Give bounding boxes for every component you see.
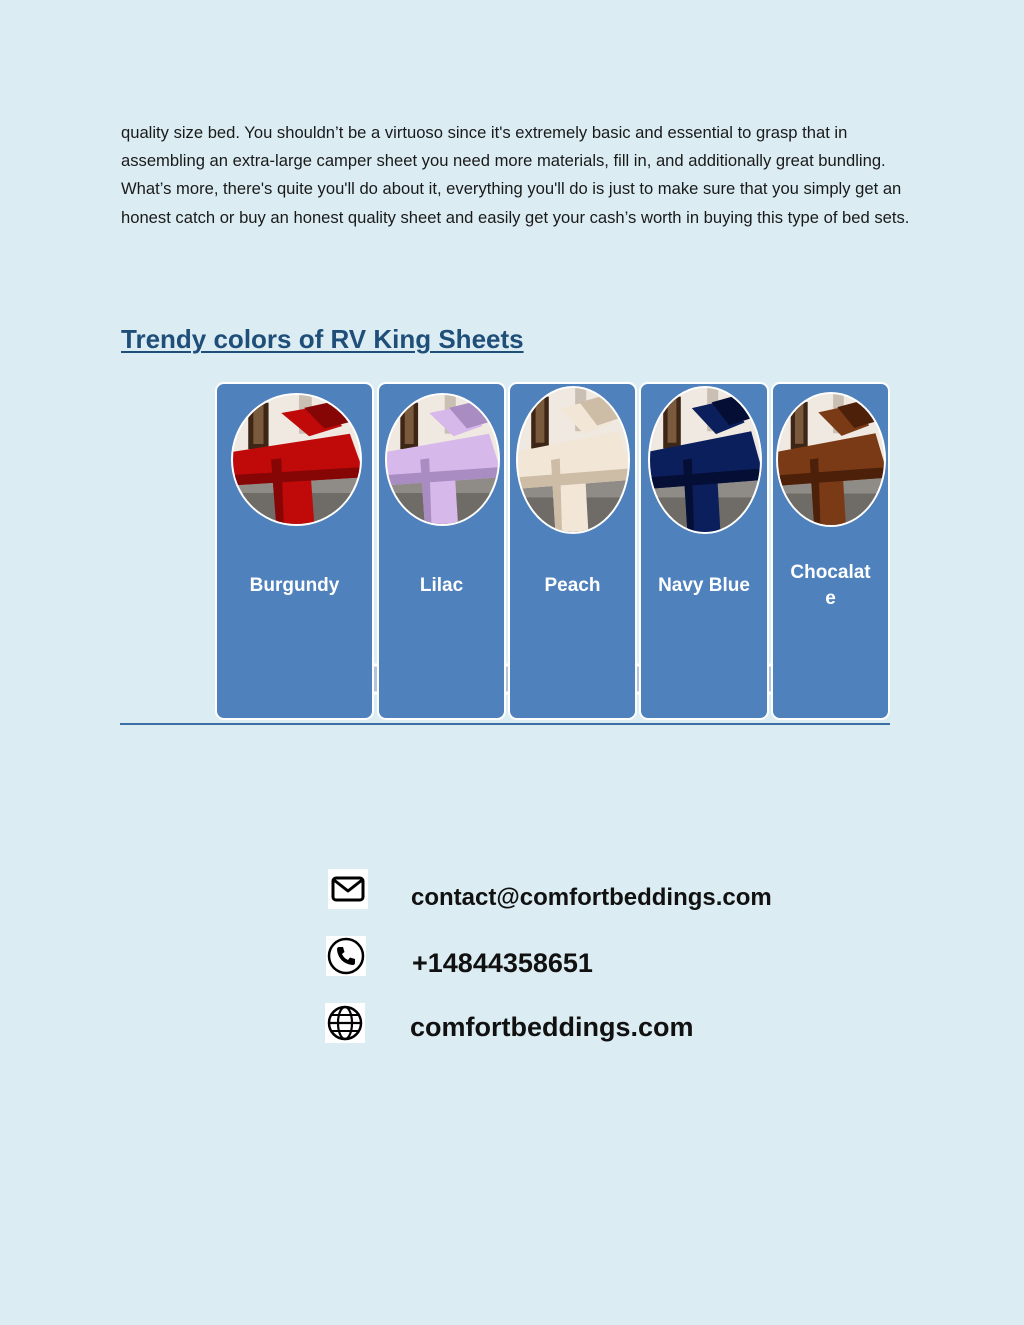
- bed-photo-icon: [776, 392, 886, 527]
- color-card-lilac: [377, 382, 506, 720]
- color-label: Peach: [544, 575, 601, 596]
- contact-phone[interactable]: +14844358651: [412, 948, 593, 978]
- phone-icon: [326, 936, 366, 976]
- color-label: Chocalat e: [790, 562, 871, 609]
- contact-website[interactable]: comfortbeddings.com: [410, 1012, 694, 1042]
- color-label: Burgundy: [249, 575, 340, 596]
- color-card-chocolate: [771, 382, 890, 720]
- bed-photo-icon: [385, 393, 500, 526]
- envelope-icon: [328, 869, 368, 909]
- bed-photo-icon: [231, 393, 362, 526]
- color-card-navy-blue: [639, 382, 769, 720]
- color-label: Lilac: [419, 575, 464, 596]
- section-heading[interactable]: Trendy colors of RV King Sheets: [121, 324, 524, 354]
- bed-photo-icon: [648, 386, 762, 534]
- contact-email[interactable]: contact@comfortbeddings.com: [411, 884, 772, 911]
- body-paragraph: quality size bed. You shouldn’t be a virtuoso since it's extremely basic and essential to grasp that in assembling an extra-large camper sheet you need more materials, fill in, and additionally great bundling. What’s more, there's quite you'll do about it, everything you'll do is just to make sure that you simply get an honest catch or buy an honest quality sheet and easily get your cash’s worth in buying this type of bed sets.: [121, 123, 910, 227]
- bed-photo-icon: [516, 386, 630, 534]
- color-card-burgundy: [215, 382, 374, 720]
- color-label: Navy Blue: [658, 575, 750, 596]
- color-card-peach: [508, 382, 637, 720]
- section-divider: [120, 723, 890, 725]
- globe-icon: [325, 1003, 365, 1043]
